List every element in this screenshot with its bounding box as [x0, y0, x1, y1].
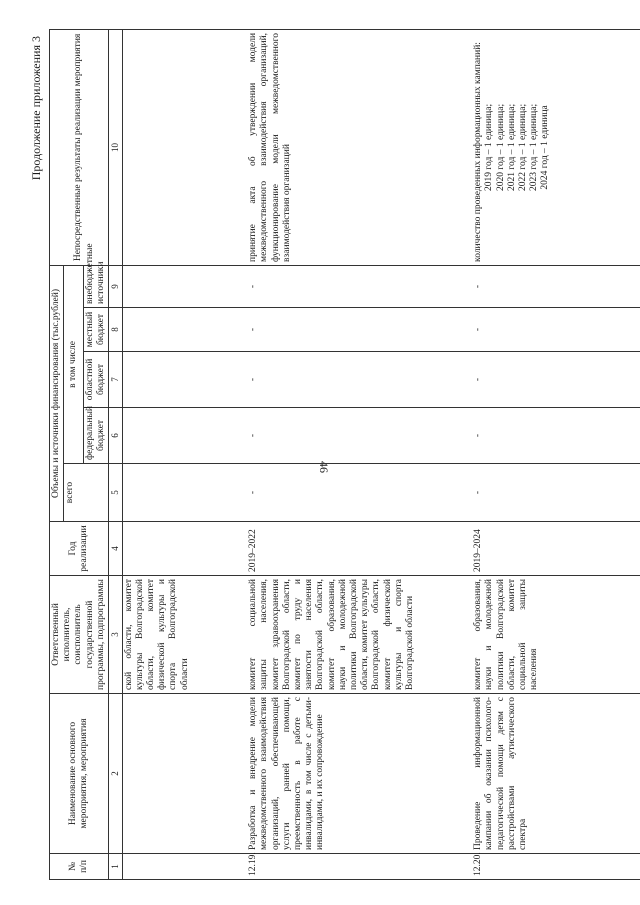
row-executor: ской области, комитет культуры Волгоградской области, комитет физической культуры и спорта Волгоградской области	[122, 576, 240, 694]
row-num: 12.19.	[240, 854, 465, 880]
table-row	[122, 29, 240, 879]
header-num: № п/п	[50, 854, 109, 880]
row-result: принятие акта об утверждении модели межведомственного взаимодействия организаций, функционирование модели межведомственного взаимодействия организаций	[240, 29, 465, 265]
row-loc	[122, 308, 240, 352]
result-text: количество проведенных информационных кампаний:	[473, 42, 484, 262]
header-funding: Объемы и источники финансирования (тыс.рублей)	[50, 265, 64, 521]
rotated-page	[25, 30, 630, 880]
header-extra: внебюджетные источники	[83, 265, 108, 307]
table-row	[465, 29, 640, 879]
row-reg	[122, 352, 240, 408]
header-result: Непосредственные результаты реализации мероприятия	[50, 29, 109, 265]
row-total: -	[465, 464, 640, 522]
row-total	[122, 464, 240, 522]
col-number: 2	[109, 694, 123, 854]
row-extra: -	[240, 265, 465, 307]
result-line: 2024 год – 1 единица	[540, 105, 551, 190]
row-reg: -	[465, 352, 640, 408]
header-year: Год реализации	[50, 522, 109, 576]
row-extra	[122, 265, 240, 307]
header-executor: Ответственный исполнитель, соисполнитель государственной программы, подпрограммы	[50, 576, 109, 694]
header-name: Наименование основного мероприятия, мероприятия	[50, 694, 109, 854]
row-result	[122, 29, 240, 265]
header-incl: в том числе	[64, 265, 83, 463]
row-fed	[122, 408, 240, 464]
table-row	[240, 29, 465, 879]
row-name: Разработка и внедрение модели межведомственного взаимодействия организаций, обеспечивающей услуги ранней помощи, преемственность в работе с инвалидами, в том числе с детьми-инвалидами, и их сопровождение	[240, 694, 465, 854]
row-reg: -	[240, 352, 465, 408]
row-executor: комитет образования, науки и молодежной политики Волгоградской области, комитет социальной защиты населения	[465, 576, 640, 694]
row-fed: -	[465, 408, 640, 464]
header-total: всего	[64, 464, 109, 522]
col-number: 9	[109, 265, 123, 307]
row-extra: -	[465, 265, 640, 307]
row-fed: -	[240, 408, 465, 464]
header-reg: областной бюджет	[83, 352, 108, 408]
col-number: 5	[109, 464, 123, 522]
header-fed: федеральный бюджет	[83, 408, 108, 464]
col-number: 1	[109, 854, 123, 880]
header-row-1	[50, 29, 64, 879]
column-number-row	[109, 29, 123, 879]
program-table	[49, 29, 640, 880]
row-year: 2019–2022	[240, 522, 465, 576]
row-loc: -	[465, 308, 640, 352]
col-number: 3	[109, 576, 123, 694]
row-name	[122, 694, 240, 854]
col-number: 8	[109, 308, 123, 352]
col-number: 7	[109, 352, 123, 408]
col-number: 10	[109, 29, 123, 265]
row-name: Проведение информационной кампании об оказании психолого-педагогической помощи детям с расстройствами аутистического спектра	[465, 694, 640, 854]
row-num: 12.20.	[465, 854, 640, 880]
row-total: -	[240, 464, 465, 522]
row-loc: -	[240, 308, 465, 352]
result-line: 2019 год – 1 единица;	[484, 103, 495, 191]
continuation-caption: Продолжение приложения 3	[29, 36, 43, 181]
result-line: 2021 год – 1 единица;	[506, 103, 517, 191]
result-line: 2023 год – 1 единица;	[529, 103, 540, 191]
page-number: 46	[317, 461, 331, 473]
row-year: 2019–2024	[465, 522, 640, 576]
col-number: 4	[109, 522, 123, 576]
header-loc: местный бюджет	[83, 308, 108, 352]
row-result	[465, 29, 640, 265]
result-line: 2022 год – 1 единица;	[517, 103, 528, 191]
result-line: 2020 год – 1 единица;	[495, 103, 506, 191]
row-executor: комитет социальной защиты населения, комитет здравоохранения Волгоградской области, комитет по труду и занятости населения Волгоградской области, комитет образования, науки и молодежной политики Волгоградской области, комитет культуры Волгоградской области, комитет физической культуры и спорта Волгоградской области	[240, 576, 465, 694]
row-year	[122, 522, 240, 576]
col-number: 6	[109, 408, 123, 464]
row-num	[122, 854, 240, 880]
